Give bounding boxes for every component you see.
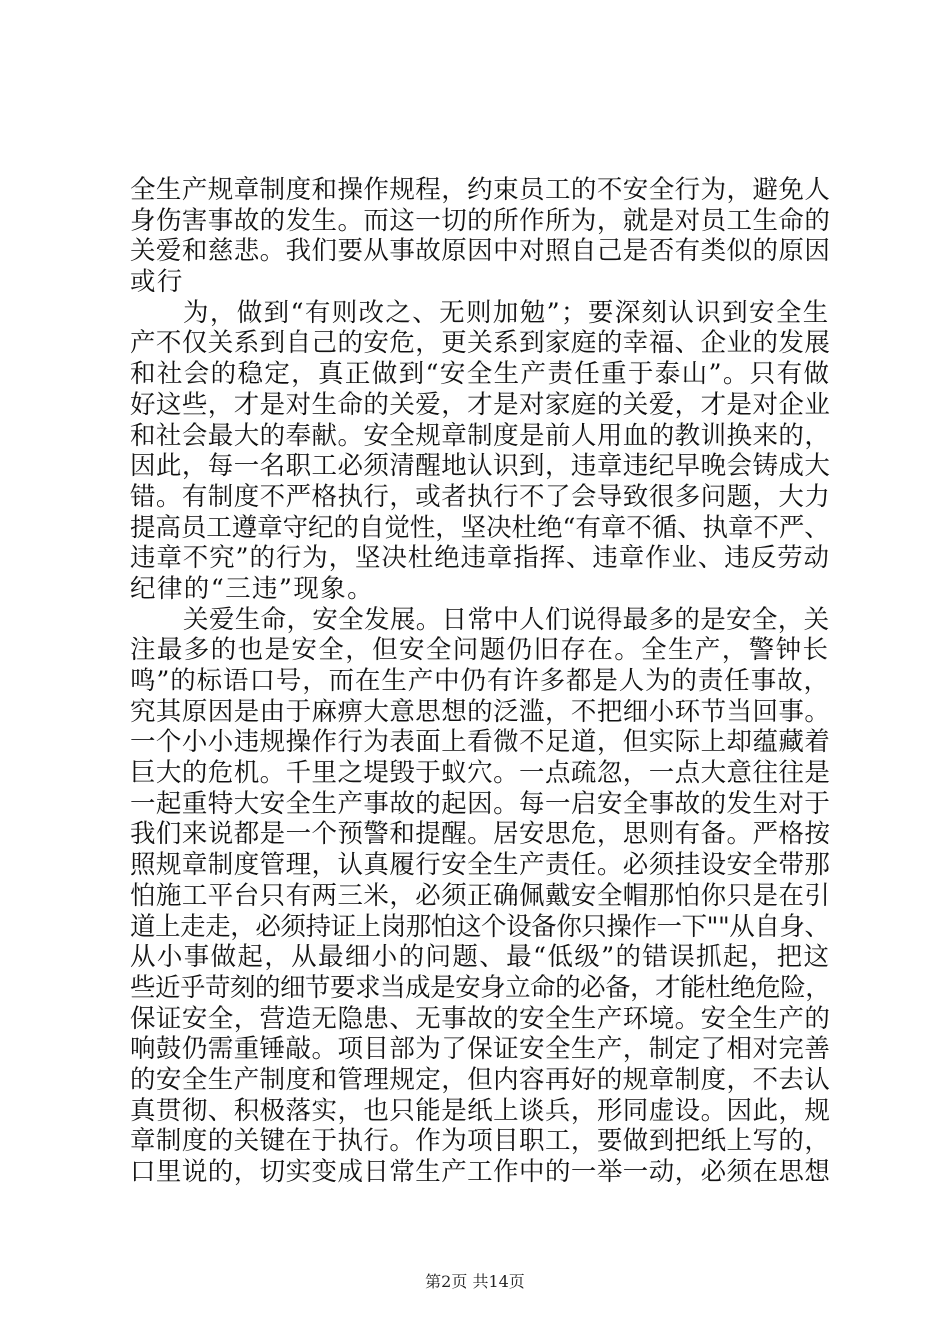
- text-line: 一个小小违规操作行为表面上看微不足道，但实际上却蕴藏着: [130, 727, 831, 758]
- text-line: 产不仅关系到自己的安危，更关系到家庭的幸福、企业的发展: [130, 328, 831, 359]
- text-line: 好这些，才是对生命的关爱，才是对家庭的关爱，才是对企业: [130, 389, 831, 420]
- text-line: 响鼓仍需重锤敲。项目部为了保证安全生产，制定了相对完善: [130, 1034, 831, 1065]
- text-line: 纪律的“三违”现象。: [130, 573, 375, 604]
- text-line: 我们来说都是一个预警和提醒。居安思危，思则有备。严格按: [130, 819, 831, 850]
- text-line: 口里说的，切实变成日常生产工作中的一举一动，必须在思想: [130, 1157, 831, 1187]
- text-line: 提高员工遵章守纪的自觉性，坚决杜绝“有章不循、执章不严、: [130, 512, 830, 543]
- text-line: 一起重特大安全生产事故的起因。每一启安全事故的发生对于: [130, 788, 831, 819]
- text-line: 真贯彻、积极落实，也只能是纸上谈兵，形同虚设。因此，规: [130, 1095, 831, 1126]
- text-line: 违章不究”的行为，坚决杜绝违章指挥、违章作业、违反劳动: [130, 543, 830, 574]
- text-line: 道上走走，必须持证上岗那怕这个设备你只操作一下""从自身、: [130, 911, 830, 942]
- text-line: 照规章制度管理，认真履行安全生产责任。必须挂设安全带那: [130, 850, 831, 881]
- text-line: 身伤害事故的发生。而这一切的所作所为，就是对员工生命的: [130, 205, 831, 236]
- page-footer: 第2页 共14页: [425, 1272, 525, 1291]
- text-line: 章制度的关键在于执行。作为项目职工，要做到把纸上写的，: [130, 1126, 831, 1157]
- text-line: 和社会最大的奉献。安全规章制度是前人用血的教训换来的，: [130, 420, 831, 451]
- text-line: 关爱生命，安全发展。日常中人们说得最多的是安全，关: [183, 604, 830, 635]
- text-line: 全生产规章制度和操作规程，约束员工的不安全行为，避免人: [130, 175, 831, 205]
- text-line: 巨大的危机。千里之堤毁于蚁穴。一点疏忽，一点大意往往是: [130, 758, 831, 789]
- text-line: 关爱和慈悲。我们要从事故原因中对照自己是否有类似的原因: [130, 236, 831, 267]
- text-line: 些近乎苛刻的细节要求当成是安身立命的必备，才能杜绝危险，: [130, 972, 831, 1003]
- text-line: 为，做到“有则改之、无则加勉”；要深刻认识到安全生: [183, 297, 830, 328]
- text-line: 鸣”的标语口号，而在生产中仍有许多都是人为的责任事故，: [130, 666, 830, 696]
- body-text: [130, 175, 830, 1188]
- text-line: 的安全生产制度和管理规定，但内容再好的规章制度，不去认: [130, 1064, 831, 1095]
- text-line: 注最多的也是安全，但安全问题仍旧存在。全生产，警钟长: [130, 635, 830, 666]
- text-line: 因此，每一名职工必须清醒地认识到，违章违纪早晚会铸成大: [130, 451, 831, 482]
- text-line: 和社会的稳定，真正做到“安全生产责任重于泰山”。只有做: [130, 359, 831, 390]
- text-line: 保证安全，营造无隐患、无事故的安全生产环境。安全生产的: [130, 1003, 831, 1034]
- text-line: 究其原因是由于麻痹大意思想的泛滥，不把细小环节当回事。: [130, 696, 831, 727]
- text-line: 怕施工平台只有两三米，必须正确佩戴安全帽那怕你只是在引: [130, 880, 831, 911]
- text-line: 错。有制度不严格执行，或者执行不了会导致很多问题，大力: [130, 481, 831, 512]
- text-line: 从小事做起，从最细小的问题、最“低级”的错误抓起，把这: [130, 942, 831, 973]
- text-line: 或行: [130, 267, 184, 298]
